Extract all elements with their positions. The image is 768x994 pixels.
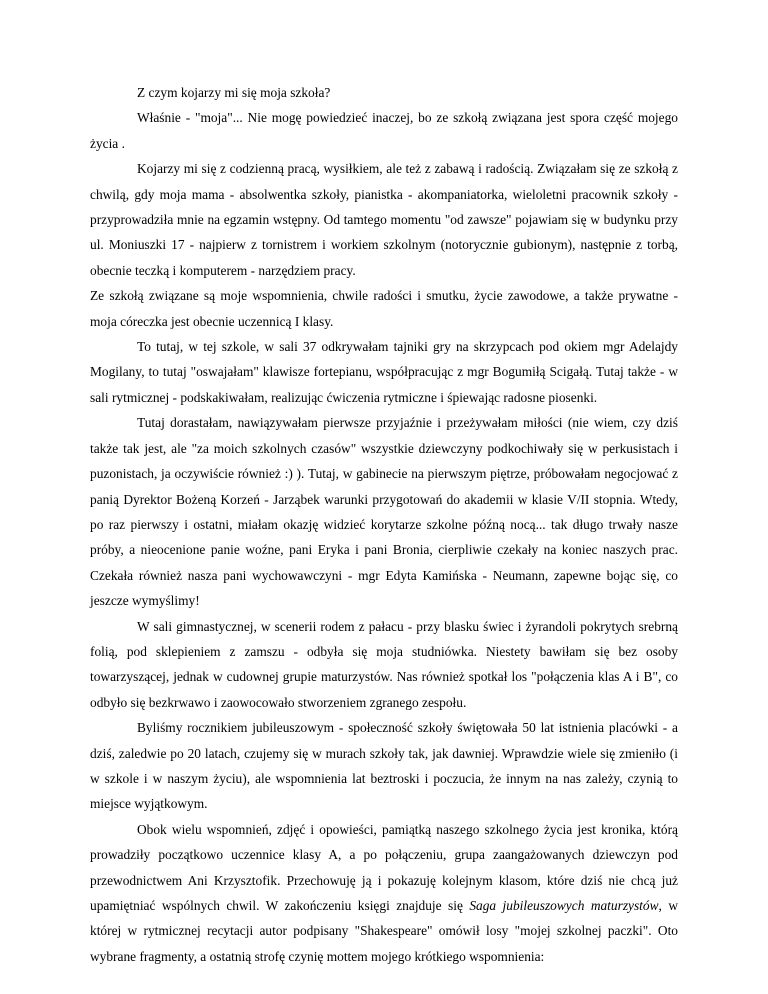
paragraph-3: Ze szkołą związane są moje wspomnienia, chwile radości i smutku, życie zawodowe, a także prywatne - moja córeczka jest obecnie uczennicą I klasy.	[90, 288, 678, 329]
paragraph-5: Tutaj dorastałam, nawiązywałam pierwsze przyjaźnie i przeżywałam miłości (nie wiem, czy dziś także tak jest, ale "za moich szkolnych czasów" wszystkie dziewczyny podkochiwały się w perkusistach i puzonistach, ja oczywiście również :) ). Tutaj, w gabinecie na pierwszym piętrze, próbowałam negocjować z panią Dyrektor Bożeną Korzeń - Jarząbek warunki przygotowań do akademii w klasie V/II stopnia. Wtedy, po raz pierwszy i ostatni, miałam okazję widzieć korytarze szkolne późną nocą... tak długo trwały nasze próby, a nieocenione panie woźne, pani Eryka i pani Bronia, cierpliwie czekały na koniec naszych prac. Czekała również nasza pani wychowawczyni - mgr Edyta Kamińska - Neumann, zapewne bojąc się, co jeszcze wymyślimy!	[90, 415, 678, 609]
paragraph-4: To tutaj, w tej szkole, w sali 37 odkrywałam tajniki gry na skrzypcach pod okiem mgr Adelajdy Mogilany, to tutaj "oswajałam" klawisze fortepianu, współpracując z mgr Bogumiłą Scigałą. Tutaj także - w sali rytmicznej - podskakiwałam, realizując ćwiczenia rytmiczne i śpiewając radosne piosenki.	[90, 339, 678, 405]
paragraph-8-part-1: Obok wielu wspomnień, zdjęć i opowieści, pamiątką naszego szkolnego życia jest kronika, którą prowadziły początkowo uczennice klasy A, a po połączeniu, grupa zaangażowanych dziewczyn pod przewodnictwem Ani Krzysztofik. Przechowuję ją i pokazuję kolejnym klasom, które dziś nie chcą już upamiętniać wspólnych chwil. W zakończeniu księgi znajduje się	[90, 821, 678, 913]
paragraph-8-part-2: , w której w rytmicznej recytacji autor podpisany "Shakespeare" omówił losy "mojej szkolnej paczki". Oto wybrane fragmenty, a ostatnią strofę czynię mottem mojego krótkiego wspomnienia:	[90, 898, 678, 964]
paragraph-8	[90, 817, 678, 969]
paragraph-2: Kojarzy mi się z codzienną pracą, wysiłkiem, ale też z zabawą i radością. Związałam się ze szkołą z chwilą, gdy moja mama - absolwentka szkoły, pianistka - akompaniatorka, wieloletni pracownik szkoły - przyprowadziła mnie na egzamin wstępny. Od tamtego momentu "od zawsze" pojawiam się w budynku przy ul. Moniuszki 17 - najpierw z tornistrem i workiem szkolnym (notorycznie gubionym), następnie z torbą, obecnie teczką i komputerem - narzędziem pracy.	[90, 161, 678, 278]
paragraph-7: Byliśmy rocznikiem jubileuszowym - społeczność szkoły świętowała 50 lat istnienia placówki - a dziś, zaledwie po 20 latach, czujemy się w murach szkoły tak, jak dawniej. Wprawdzie wiele się zmieniło (i w szkole i w naszym życiu), ale wspomnienia lat beztroski i poczucia, że innym na nas zależy, czynią to miejsce wyjątkowym.	[90, 720, 678, 812]
saga-title: Saga jubileuszowych maturzystów	[469, 898, 659, 913]
document-body	[90, 80, 678, 969]
paragraph-1: Właśnie - "moja"... Nie mogę powiedzieć inaczej, bo ze szkołą związana jest spora część mojego życia .	[90, 110, 678, 151]
paragraph-6: W sali gimnastycznej, w scenerii rodem z pałacu - przy blasku świec i żyrandoli pokrytych srebrną folią, pod sklepieniem z zamszu - odbyła się moja studniówka. Niestety bawiłam się bez osoby towarzyszącej, jednak w cudownej grupie maturzystów. Nas również spotkał los "połączenia klas A i B", co odbyło się bezkrwawo i zaowocowało stworzeniem zgranego zespołu.	[90, 618, 678, 710]
document-title: Z czym kojarzy mi się moja szkoła?	[137, 85, 331, 100]
